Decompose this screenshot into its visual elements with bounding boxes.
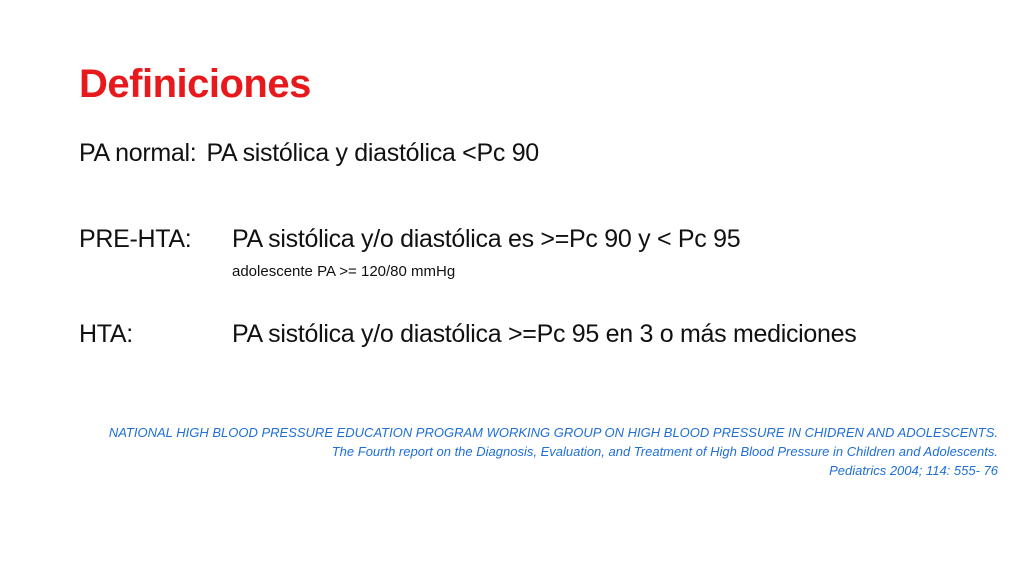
definition-hta xyxy=(79,320,857,349)
reference-line-journal: Pediatrics 2004; 114: 555- 76 xyxy=(829,463,998,478)
definition-pa-normal xyxy=(79,139,539,168)
definition-pre-hta xyxy=(79,225,741,254)
reference-citation xyxy=(109,423,998,480)
definition-text: PA sistólica y/o diastólica es >=Pc 90 y < Pc 95 xyxy=(232,225,741,253)
reference-line-organization: NATIONAL HIGH BLOOD PRESSURE EDUCATION PROGRAM WORKING GROUP ON HIGH BLOOD PRESSURE IN CHIDREN AND ADOLESCENTS. xyxy=(108,425,998,440)
reference-line-report-title: The Fourth report on the Diagnosis, Evaluation, and Treatment of High Blood Pressure in Children and Adolescents. xyxy=(331,444,998,459)
definition-text: PA sistólica y diastólica <Pc 90 xyxy=(206,139,539,167)
definition-term: PRE-HTA: xyxy=(79,225,192,253)
definition-term: HTA: xyxy=(79,320,133,348)
definition-text: PA sistólica y/o diastólica >=Pc 95 en 3 o más mediciones xyxy=(232,320,857,348)
definition-term: PA normal: xyxy=(79,139,197,167)
definition-note-adolescent: adolescente PA >= 120/80 mmHg xyxy=(232,263,456,280)
slide-title: Definiciones xyxy=(79,62,311,106)
